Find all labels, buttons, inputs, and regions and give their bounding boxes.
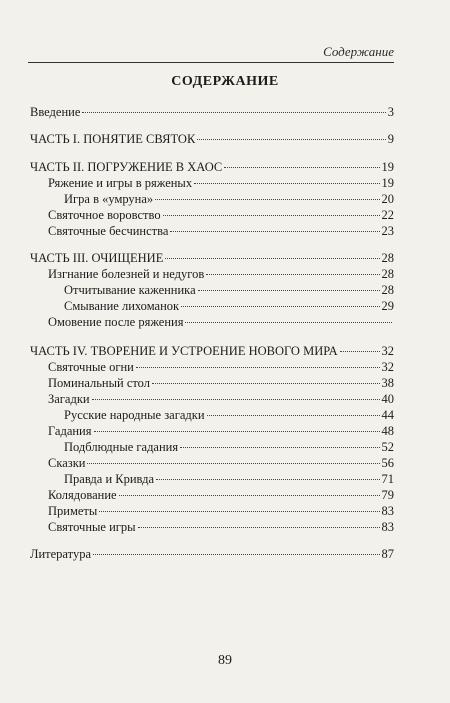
toc-entry-page: 87 [381,547,394,561]
toc-leader-dots [340,351,380,352]
toc-leader-dots [206,274,379,275]
toc-entry [30,519,394,535]
toc-entry-page: 22 [381,208,394,222]
toc-entry [30,131,394,147]
toc-entry [30,423,394,439]
toc-leader-dots [197,139,385,140]
toc-leader-dots [185,322,392,323]
toc-entry [30,266,394,282]
toc-leader-dots [119,495,380,496]
toc-entry-label: Святочные игры [48,520,136,534]
toc-leader-dots [152,383,380,384]
toc-leader-dots [194,183,379,184]
toc-entry-page: 83 [381,520,394,534]
toc-leader-dots [170,231,379,232]
toc-entry-page: 52 [381,440,394,454]
toc-entry [30,207,394,223]
toc-entry-label: Святочные бесчинства [48,224,169,238]
toc-entry-page: 28 [381,283,394,297]
toc-entry-page: 40 [381,392,394,406]
header-rule [28,62,394,63]
toc-entry-label: Колядование [48,488,117,502]
toc-entry-label: Изгнание болезней и недугов [48,267,205,281]
toc-entry-label: Гадания [48,424,92,438]
toc-entry-label: Отчитывание каженника [64,283,196,297]
toc-entry-page: 48 [381,424,394,438]
toc-entry-label: Литература [30,547,91,561]
toc-entry-label: Поминальный стол [48,376,150,390]
toc-entry-label: Введение [30,105,81,119]
toc-entry-label: Правда и Кривда [64,472,155,486]
toc-entry-page: 79 [381,488,394,502]
toc-entry-page: 32 [381,360,394,374]
toc-entry [30,391,394,407]
toc-entry [30,439,394,455]
toc-entry [30,282,394,298]
toc-entry-label: Святочное воровство [48,208,161,222]
toc-entry [30,471,394,487]
toc-leader-dots [207,415,380,416]
toc-entry-page: 20 [381,192,394,206]
toc-leader-dots [180,447,379,448]
toc-leader-dots [155,199,379,200]
toc-entry-label: ЧАСТЬ I. ПОНЯТИЕ СВЯТОК [30,132,196,146]
toc-entry [30,223,394,239]
toc-entry-page: 83 [381,504,394,518]
toc-entry-page: 3 [387,105,394,119]
page-title: СОДЕРЖАНИЕ [171,74,279,89]
toc-leader-dots [224,167,379,168]
toc-entry [30,503,394,519]
toc-entry [30,175,394,191]
toc-entry [30,487,394,503]
toc-entry-page: 19 [381,176,394,190]
toc-leader-dots [94,431,380,432]
toc-leader-dots [138,527,380,528]
toc-entry-page: 71 [381,472,394,486]
toc-leader-dots [99,511,379,512]
toc-entry-label: Игра в «умруна» [64,192,154,206]
toc-entry-label: ЧАСТЬ II. ПОГРУЖЕНИЕ В ХАОС [30,160,223,174]
toc-entry [30,407,394,423]
toc-leader-dots [198,290,380,291]
toc-entry [30,343,394,359]
toc-entry [30,455,394,471]
toc-entry-label: Святочные огни [48,360,134,374]
toc-entry-page: 56 [381,456,394,470]
toc-entry-label: Подблюдные гадания [64,440,179,454]
toc-entry-label: Омовение после ряжения [48,315,184,329]
toc-entry [30,159,394,175]
toc-entry-label: ЧАСТЬ III. ОЧИЩЕНИЕ [30,251,164,265]
toc-entry [30,250,394,266]
toc-entry [30,298,394,314]
toc-entry-page: 32 [381,344,394,358]
page-number: 89 [218,653,232,668]
toc-leader-dots [165,258,379,259]
toc-entry-page: 28 [381,267,394,281]
toc-entry-page: 9 [387,132,394,146]
toc-leader-dots [136,367,380,368]
toc-entry-page: 38 [381,376,394,390]
toc-entry [30,191,394,207]
toc-entry-label: Загадки [48,392,90,406]
toc-leader-dots [181,306,379,307]
toc-entry-label: Смывание лихоманок [64,299,180,313]
toc-entry-label: Сказки [48,456,86,470]
toc-entry [30,314,394,330]
running-head: Содержание [323,44,394,59]
toc-entry [30,375,394,391]
toc-leader-dots [93,554,380,555]
toc-entry-page: 28 [381,251,394,265]
toc-entry [30,104,394,120]
toc-leader-dots [82,112,385,113]
toc-entry-page: 29 [381,299,394,313]
toc-leader-dots [163,215,380,216]
toc-leader-dots [156,479,379,480]
toc-leader-dots [87,463,379,464]
toc-entry-label: ЧАСТЬ IV. ТВОРЕНИЕ И УСТРОЕНИЕ НОВОГО МИРА [30,344,338,358]
toc-leader-dots [92,399,380,400]
toc-entry [30,546,394,562]
toc-entry-page: 44 [381,408,394,422]
toc-entry-page: 19 [381,160,394,174]
toc-entry [30,359,394,375]
toc-entry-page: 23 [381,224,394,238]
toc-entry-label: Приметы [48,504,98,518]
toc-entry-label: Ряжение и игры в ряженых [48,176,193,190]
toc-entry-label: Русские народные загадки [64,408,205,422]
